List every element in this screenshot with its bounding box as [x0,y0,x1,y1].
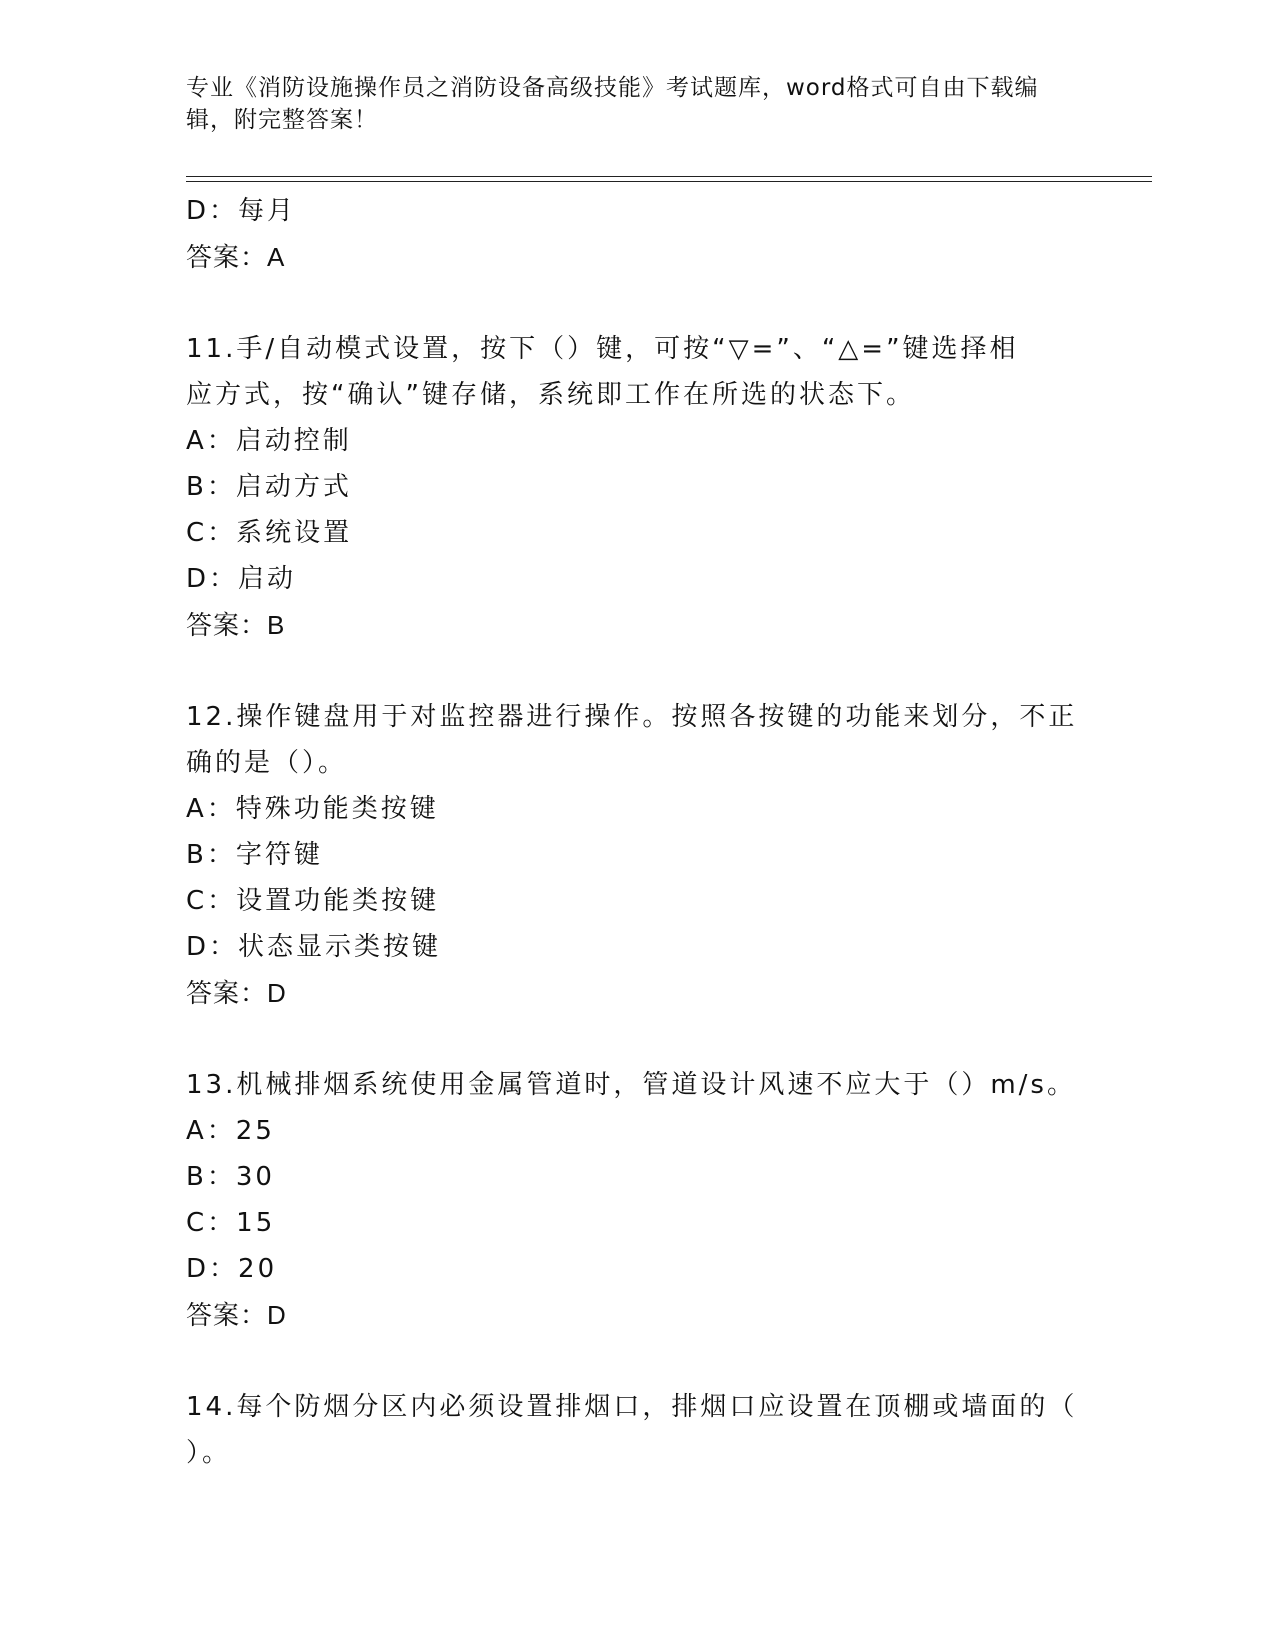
option-d: D：每月 [186,196,297,226]
spacer [186,648,1086,694]
question-stem-line: 12.操作键盘用于对监控器进行操作。按照各按键的功能来划分，不正 [186,702,1078,732]
question-stem-line: ）。 [186,1438,232,1468]
question-14 [186,1384,1086,1476]
previous-question-tail [186,188,1086,280]
question-13 [186,1062,1086,1338]
answer-label: 答案：A [186,242,286,272]
option-a: A：启动控制 [186,426,352,456]
question-stem-line: 应方式，按“确认”键存储，系统即工作在所选的状态下。 [186,380,915,410]
answer-label: 答案：D [186,1300,287,1330]
spacer [186,1016,1086,1062]
question-content [186,188,1086,1476]
header-divider-top [186,176,1152,177]
question-12 [186,694,1086,1016]
option-d: D：状态显示类按键 [186,932,442,962]
question-stem-line: 11.手/自动模式设置，按下（）键，可按“▽=”、“△=”键选择相 [186,334,1019,364]
option-b: B：字符键 [186,840,323,870]
option-d: D：启动 [186,564,297,594]
question-stem-line: 确的是（）。 [186,748,348,778]
spacer [186,280,1086,326]
question-11 [186,326,1086,648]
option-d: D：20 [186,1254,278,1284]
question-stem-line: 13.机械排烟系统使用金属管道时，管道设计风速不应大于（）m/s。 [186,1070,1076,1100]
document-header: 专业《消防设施操作员之消防设备高级技能》考试题库，word格式可自由下载编辑，附完整答案！ [186,75,1039,133]
spacer [186,1338,1086,1384]
option-c: C：设置功能类按键 [186,886,440,916]
option-b: B：启动方式 [186,472,352,502]
option-c: C：系统设置 [186,518,353,548]
option-b: B：30 [186,1162,275,1192]
answer-label: 答案：D [186,978,287,1008]
option-a: A：25 [186,1116,275,1146]
option-a: A：特殊功能类按键 [186,794,439,824]
option-c: C：15 [186,1208,276,1238]
header-divider-bottom [186,181,1152,182]
answer-label: 答案：B [186,610,286,640]
question-stem-line: 14.每个防烟分区内必须设置排烟口，排烟口应设置在顶棚或墙面的（ [186,1392,1078,1422]
